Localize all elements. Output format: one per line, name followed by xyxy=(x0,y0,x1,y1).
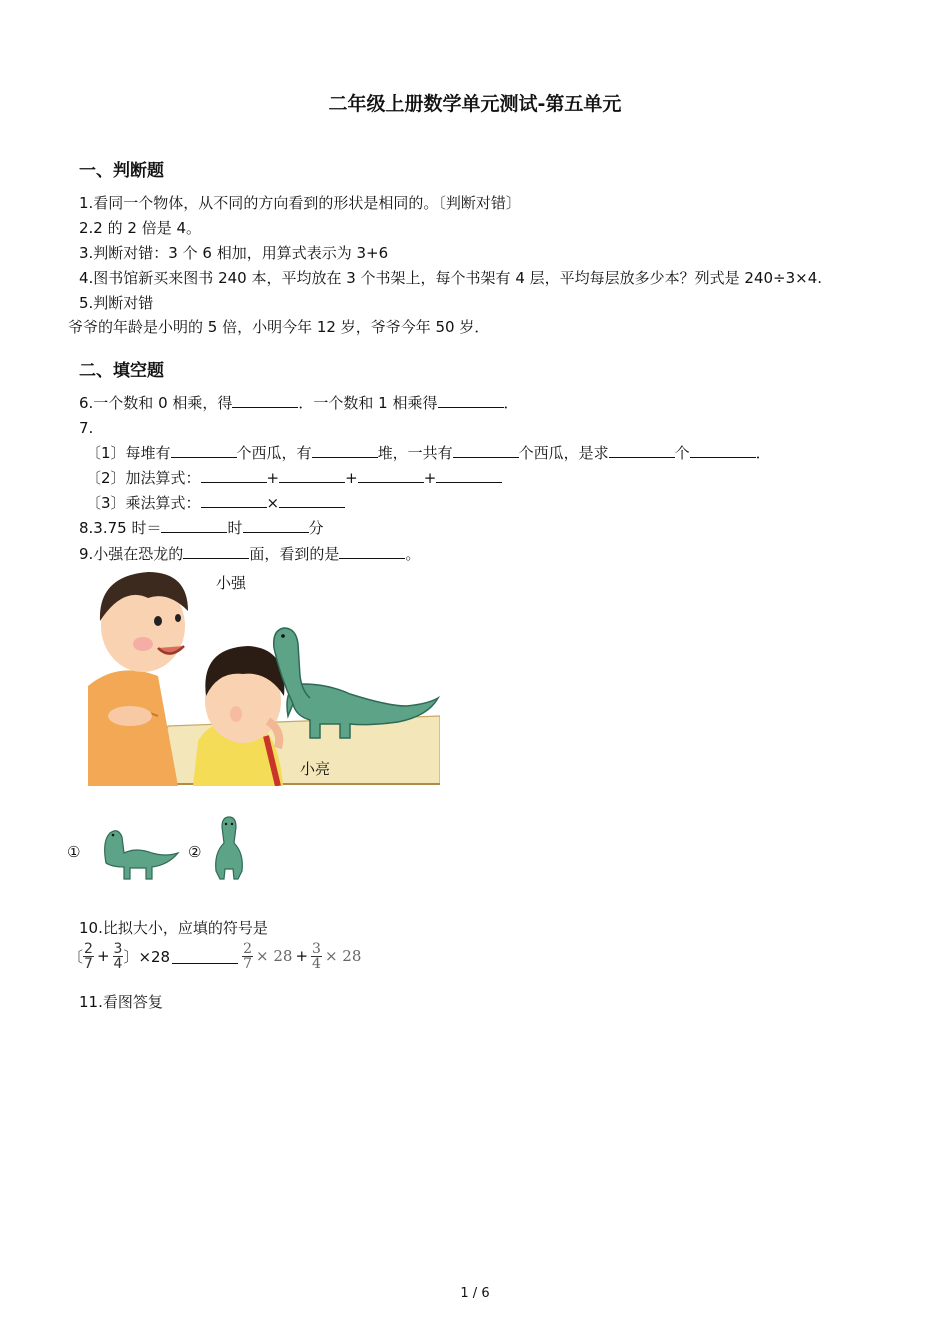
q7-text: 个西瓜，有 xyxy=(236,444,312,462)
page-number: 1 / 6 xyxy=(460,1286,490,1301)
answer-blank[interactable] xyxy=(358,468,424,483)
q7-text: 个 xyxy=(674,444,690,462)
fraction-2-7: $\frac{2}{7}$ xyxy=(84,940,93,972)
answer-blank[interactable] xyxy=(438,393,504,408)
label-xiaoqiang: 小强 xyxy=(216,574,247,592)
answer-blank[interactable] xyxy=(243,518,309,533)
boys-and-dinosaur-illustration xyxy=(88,566,440,786)
option-2-marker: ② xyxy=(188,843,202,861)
label-xiaoliang: 小亮 xyxy=(300,760,331,778)
answer-blank[interactable] xyxy=(279,468,345,483)
page-title: 二年级上册数学单元测试-第五单元 xyxy=(328,93,622,115)
question-11: 11.看图答复 xyxy=(79,993,163,1011)
question-7-label: 7. xyxy=(79,419,94,437)
question-8 xyxy=(79,518,324,538)
answer-blank[interactable] xyxy=(339,544,405,559)
left-paren: 〔 xyxy=(68,947,84,966)
plus-sign: + xyxy=(345,469,358,487)
plus-sign: + xyxy=(266,469,280,487)
q8-text: 分 xyxy=(308,519,324,537)
q8-text: 8.3.75 时＝ xyxy=(79,519,162,537)
dinosaur-front-view-icon[interactable] xyxy=(208,813,250,883)
q9-text: 9.小强在恐龙的 xyxy=(79,545,184,563)
q7-text: ． xyxy=(755,444,771,462)
question-7-part-1 xyxy=(86,443,771,463)
plus-sign: + xyxy=(295,947,309,965)
question-10-label: 10.比拟大小，应填的符号是 xyxy=(79,919,268,937)
times-sign: × xyxy=(266,494,280,512)
answer-blank[interactable] xyxy=(279,493,345,508)
answer-blank[interactable] xyxy=(609,443,675,458)
question-4: 4.图书馆新买来图书 240 本，平均放在 3 个书架上，每个书架有 4 层，平均每层放多少本？列式是 240÷3×4. xyxy=(79,269,823,287)
q6-text-1: 6.一个数和 0 相乘，得 xyxy=(79,394,233,412)
plus-sign: + xyxy=(96,947,110,965)
fraction-3-4: $\frac{3}{4}$ xyxy=(312,940,321,972)
answer-blank[interactable] xyxy=(161,518,227,533)
question-5-label: 5.判断对错 xyxy=(79,294,154,312)
answer-blank[interactable] xyxy=(201,493,267,508)
question-10-expression xyxy=(68,938,361,974)
answer-blank[interactable] xyxy=(201,468,267,483)
fraction-2-7: $\frac{2}{7}$ xyxy=(243,940,253,972)
q7-text: 〔2〕加法算式： xyxy=(86,469,201,487)
q7-text: 个西瓜，是求 xyxy=(518,444,609,462)
fraction-3-4: $\frac{3}{4}$ xyxy=(113,940,123,972)
section-heading-judgment: 一、判断题 xyxy=(79,161,164,181)
q7-text: 〔3〕乘法算式： xyxy=(86,494,201,512)
q7-text: 堆，一共有 xyxy=(377,444,453,462)
q6-text-2: ．一个数和 1 相乘得 xyxy=(298,394,438,412)
times-28: × 28 xyxy=(324,947,362,965)
question-3: 3.判断对错：3 个 6 相加，用算式表示为 3+6 xyxy=(79,244,389,262)
question-7-part-3 xyxy=(86,493,345,513)
answer-blank[interactable] xyxy=(172,949,238,964)
plus-sign: + xyxy=(423,469,437,487)
question-7-part-2 xyxy=(86,468,502,488)
times-28: 〕×28 xyxy=(123,947,171,966)
times-28: × 28 xyxy=(256,947,293,965)
question-1: 1.看同一个物体，从不同的方向看到的形状是相同的。〔判断对错〕 xyxy=(79,194,521,212)
dinosaur-side-view-icon[interactable] xyxy=(96,823,180,883)
section-heading-fill: 二、填空题 xyxy=(79,361,164,381)
q6-text-3: ． xyxy=(503,394,519,412)
question-6 xyxy=(79,393,519,413)
q8-text: 时 xyxy=(227,519,243,537)
answer-blank[interactable] xyxy=(690,443,756,458)
question-9 xyxy=(79,544,420,564)
answer-blank[interactable] xyxy=(171,443,237,458)
answer-blank[interactable] xyxy=(232,393,298,408)
answer-blank[interactable] xyxy=(436,468,502,483)
answer-blank[interactable] xyxy=(183,544,249,559)
q9-text: 面，看到的是 xyxy=(249,545,340,563)
q7-text: 〔1〕每堆有 xyxy=(86,444,171,462)
answer-blank[interactable] xyxy=(312,443,378,458)
answer-blank[interactable] xyxy=(453,443,519,458)
question-5-text: 爷爷的年龄是小明的 5 倍，小明今年 12 岁，爷爷今年 50 岁． xyxy=(68,318,490,336)
option-1-marker: ① xyxy=(67,843,81,861)
question-2: 2.2 的 2 倍是 4。 xyxy=(79,219,202,237)
q9-text: 。 xyxy=(405,545,421,563)
